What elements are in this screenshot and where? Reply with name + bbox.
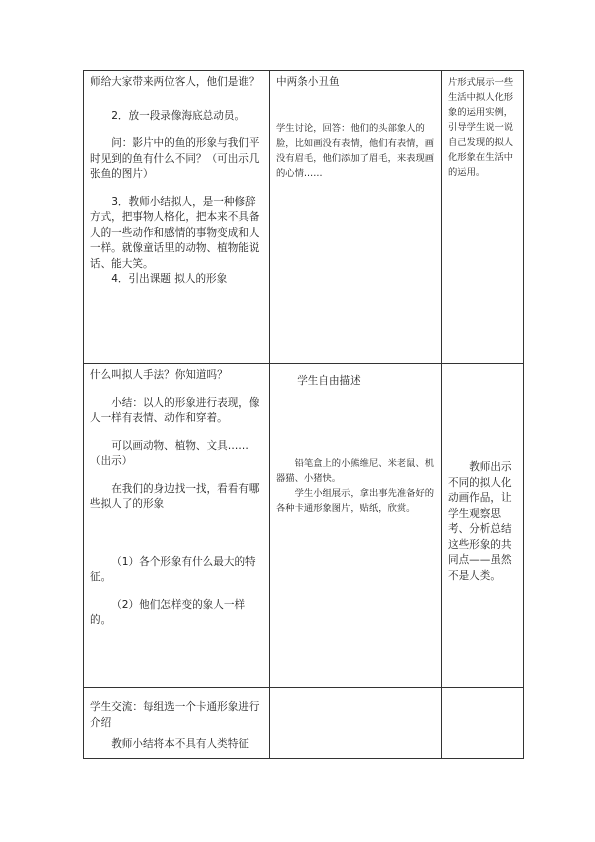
paragraph: 3．教师小结拟人，是一种修辞方式，把事物人格化，把本来不具备人的一些动作和感情的事物变成和人一样。就像童话里的动物、植物能说话、能大笑。 [90,195,260,270]
paragraph: 问：影片中的鱼的形象与我们平时见到的鱼有什么不同？（可出示几张鱼的图片） [90,137,260,180]
paragraph: 学生交流：每组选一个卡通形象进行介绍 [90,701,260,729]
student-activity-cell [270,71,442,364]
table-row [84,71,524,364]
paragraph: （1）各个形象有什么最大的特征。 [90,555,256,583]
table-row [84,688,524,759]
paragraph: 在我们的身边找一找，看看有哪些拟人了的形象 [90,482,260,510]
paragraph: 可以画动物、植物、文具……（出示） [90,439,249,467]
paragraph: 中两条小丑鱼 [276,76,340,88]
paragraph: 什么叫拟人手法？你知道吗？ [90,369,228,381]
paragraph: 2．放一段录像海底总动员。 [111,109,246,122]
teacher-activity-cell [84,688,270,759]
paragraph: 学生讨论，回答：他们的头部象人的脸，比如画没有表情，他们有表情，画没有眉毛，他们添加了眉毛，来表现画的心情…… [276,122,435,179]
paragraph: 铅笔盒上的小熊维尼、米老鼠、机器猫、小猪快。 [276,457,435,484]
design-intent-cell [442,71,524,364]
paragraph: 小结：以人的形象进行表现，像人一样有表情、动作和穿着。 [90,396,260,424]
design-intent-cell [442,688,524,759]
teacher-activity-cell [84,364,270,688]
teacher-activity-cell [84,71,270,364]
design-intent-cell [442,364,524,688]
paragraph: 4．引出课题 拟人的形象 [111,273,228,285]
student-activity-cell [270,364,442,688]
student-activity-cell [270,688,442,759]
paragraph: 教师小结将本不具有人类特征 [111,738,249,750]
paragraph: 师给大家带来两位客人，他们是谁？ [90,76,260,88]
paragraph: 学生自由描述 [297,375,361,387]
paragraph: （2）他们怎样变的象人一样的。 [90,598,246,626]
table-row [84,364,524,688]
paragraph: 片形式展示一些生活中拟人化形象的运用实例，引导学生说一说自己发现的拟人化形象在生活中的运用。 [448,77,514,178]
paragraph: 学生小组展示，拿出事先准备好的各种卡通形象图片，贴纸，欣赏。 [276,487,435,514]
lesson-plan-table [83,70,524,759]
paragraph: 教师出示不同的拟人化动画作品，让学生观察思考、分析总结这些形象的共同点——虽然不是人类。 [448,461,512,582]
